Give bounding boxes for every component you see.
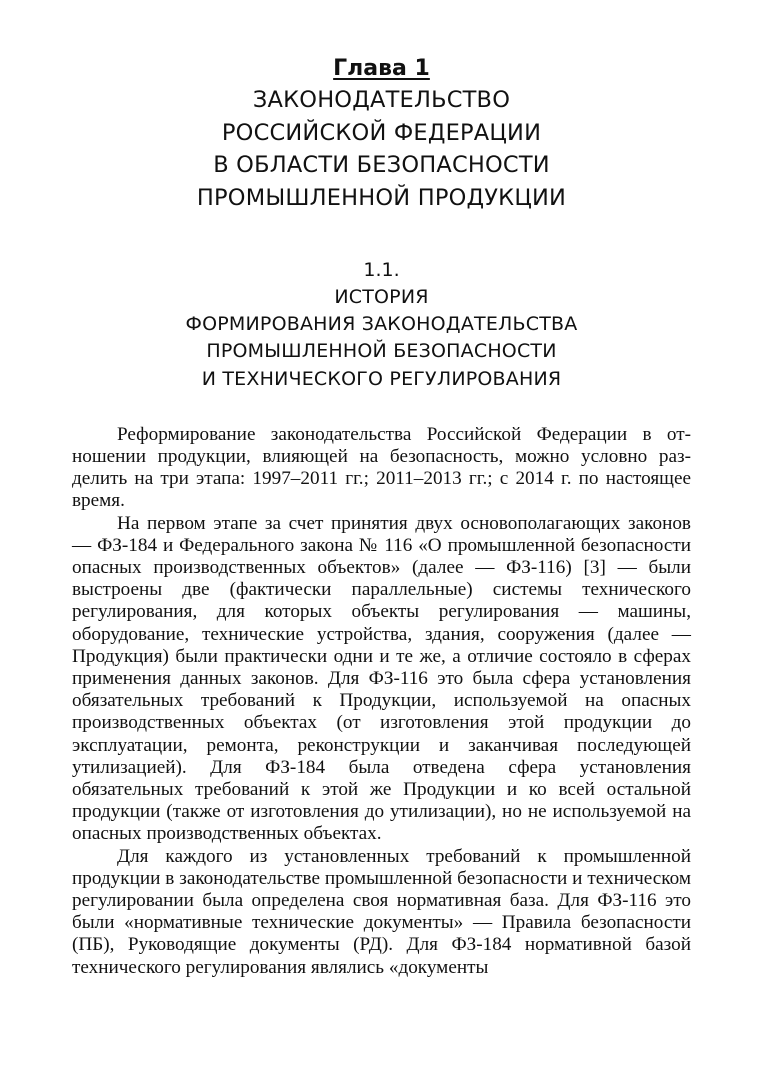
section-title-line: ИСТОРИЯ bbox=[334, 286, 429, 308]
chapter-label bbox=[72, 54, 691, 84]
chapter-label-text: Глава 1 bbox=[333, 56, 430, 81]
chapter-title-line: ЗАКОНОДАТЕЛЬСТВО bbox=[252, 87, 511, 113]
chapter-title bbox=[72, 84, 691, 214]
book-page bbox=[72, 54, 691, 979]
section-title-line: ПРОМЫШЛЕННОЙ БЕЗОПАСНОСТИ bbox=[206, 340, 557, 363]
section-title bbox=[72, 284, 691, 393]
paragraph: На первом этапе за счет принятия двух основополагающих законов — ФЗ-184 и Федерального закона № 116 «О промышленной безопасности опасных производственных объектов» (далее — ФЗ-116) [3] — были выстроены две (фактически параллельные) системы технического регулирования, для которых объекты регулирования — машины, оборудование, технические устройства, здания, сооружения (далее — Продукция) были практически одни и те же, а отличие состояло в сферах применения данных законов. Для ФЗ-116 это была сфера установления обязательных требований к Продукции, используемой на опасных производственных объектах (от изготовления этой продукции до эксплуатации, ремонта, реконструкции и заканчивая последующей утилизацией). Для ФЗ-184 была отведена сфера установления обязательных требований к этой же Продукции и ко всей остальной продукции (также от изготовления до утилизации), но не используемой на опасных производственных объектах. bbox=[72, 512, 691, 845]
section-title-line: ФОРМИРОВАНИЯ ЗАКОНОДАТЕЛЬСТВА bbox=[185, 313, 578, 336]
chapter-title-line: В ОБЛАСТИ БЕЗОПАСНОСТИ bbox=[213, 152, 550, 178]
paragraph: Для каждого из установленных требований к промышленной продукции в законодательстве промышленной безопасности и техническом регулировании была определена своя нормативная база. Для ФЗ-116 это были «нормативные технические документы» — Правила безопасности (ПБ), Руководящие документы (РД). Для ФЗ-184 нормативной базой технического регулирования являлись «документы bbox=[72, 845, 691, 978]
chapter-title-line: ПРОМЫШЛЕННОЙ ПРОДУКЦИИ bbox=[196, 184, 567, 211]
chapter-title-line: РОССИЙСКОЙ ФЕДЕРАЦИИ bbox=[221, 119, 542, 146]
section-number: 1.1. bbox=[363, 259, 400, 281]
body-text bbox=[72, 424, 691, 979]
section-title-line: И ТЕХНИЧЕСКОГО РЕГУЛИРОВАНИЯ bbox=[201, 367, 562, 390]
paragraph: Реформирование законодательства Российской Федерации в отношении продукции, влияющей на безопасность, можно условно разделить на три этапа: 1997–2011 гг.; 2011–2013 гг.; с 2014 г. по настоящее время. bbox=[72, 423, 691, 512]
